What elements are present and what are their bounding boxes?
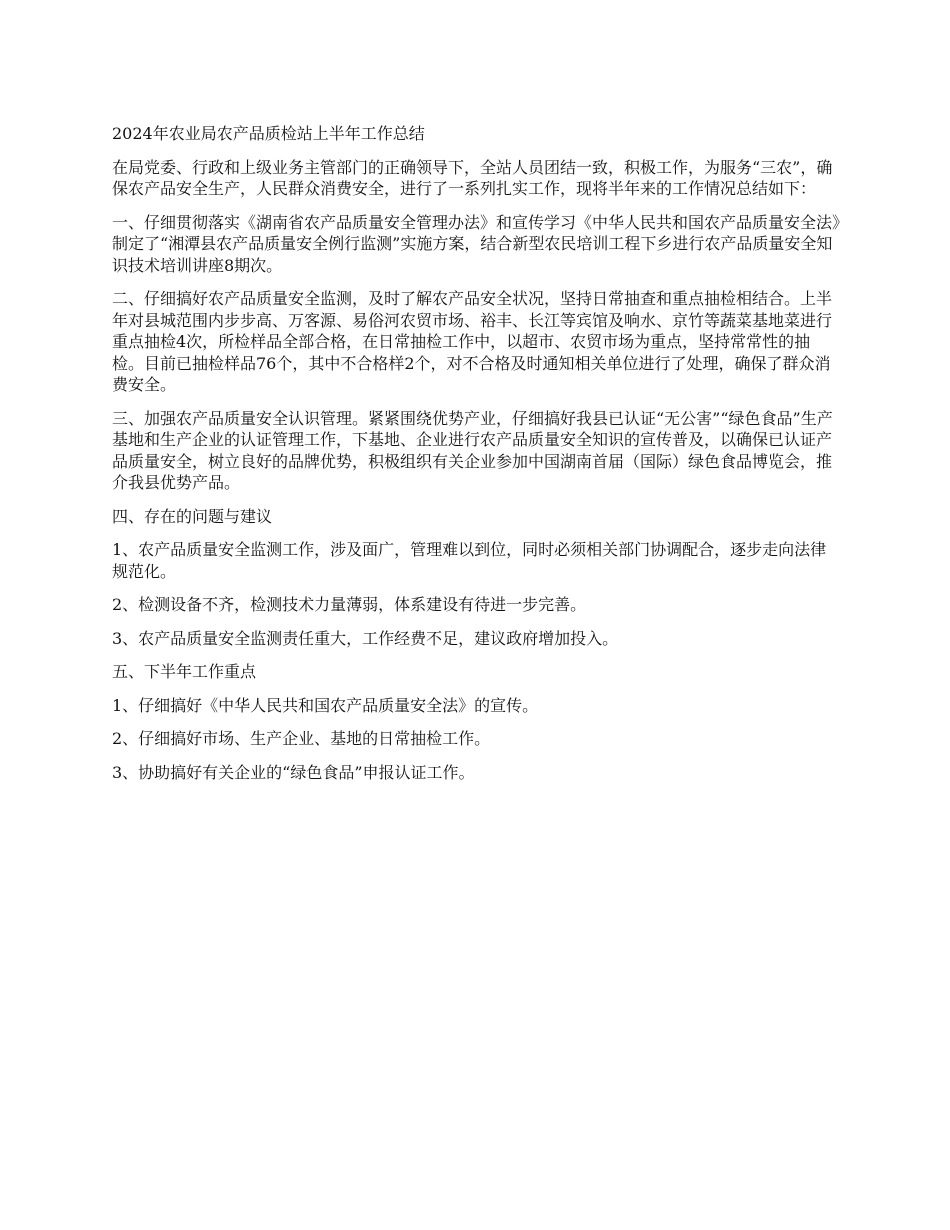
issue-item-1: 1、农产品质量安全监测工作，涉及面广，管理难以到位，同时必须相关部门协调配合，逐步走向法律规范化。 [112,540,827,581]
document-title: 2024年农业局农产品质检站上半年工作总结 [112,124,425,143]
section-one-paragraph: 一、仔细贯彻落实《湖南省农产品质量安全管理办法》和宣传学习《中华人民共和国农产品质量安全法》制定了“湘潭县农产品质量安全例行监测”实施方案，结合新型农民培训工程下乡进行农产品质量安全知识技术培训讲座8期次。 [112,212,841,275]
section-five-heading: 五、下半年工作重点 [112,662,257,681]
issue-item-2: 2、检测设备不齐，检测技术力量薄弱，体系建设有待进一步完善。 [112,595,587,614]
section-four-heading: 四、存在的问题与建议 [112,506,273,526]
section-three-paragraph: 三、加强农产品质量安全认识管理。紧紧围绕优势产业，仔细搞好我县已认证“无公害”“绿色食品”生产基地和生产企业的认证管理工作，下基地、企业进行农产品质量安全知识的宣传普及，以确保已认证产品质量安全，树立良好的品牌优势，积极组织有关企业参加中国湖南首届（国际）绿色食品博览会，推介我县优势产品。 [112,408,833,492]
section-two-paragraph: 二、仔细搞好农产品质量安全监测，及时了解农产品安全状况，坚持日常抽查和重点抽检相结合。上半年对县城范围内步步高、万客源、易俗河农贸市场、裕丰、长江等宾馆及响水、京竹等蔬菜基地菜进行重点抽检4次，所检样品全部合格，在日常抽检工作中，以超市、农贸市场为重点，坚持常常性的抽检。目前已抽检样品76个，其中不合格样2个，对不合格及时通知相关单位进行了处理，确保了群众消费安全。 [112,289,833,394]
plan-item-2: 2、仔细搞好市场、生产企业、基地的日常抽检工作。 [112,729,491,748]
plan-item-1: 1、仔细搞好《中华人民共和国农产品质量安全法》的宣传。 [112,695,539,715]
document-page [112,123,842,795]
plan-item-3: 3、协助搞好有关企业的“绿色食品”申报认证工作。 [112,762,475,782]
issue-item-3: 3、农产品质量安全监测责任重大，工作经费不足，建议政府增加投入。 [112,628,619,648]
intro-paragraph: 在局党委、行政和上级业务主管部门的正确领导下，全站人员团结一致，积极工作，为服务“三农”，确保农产品安全生产，人民群众消费安全，进行了一系列扎实工作，现将半年来的工作情况总结如下： [112,157,833,198]
